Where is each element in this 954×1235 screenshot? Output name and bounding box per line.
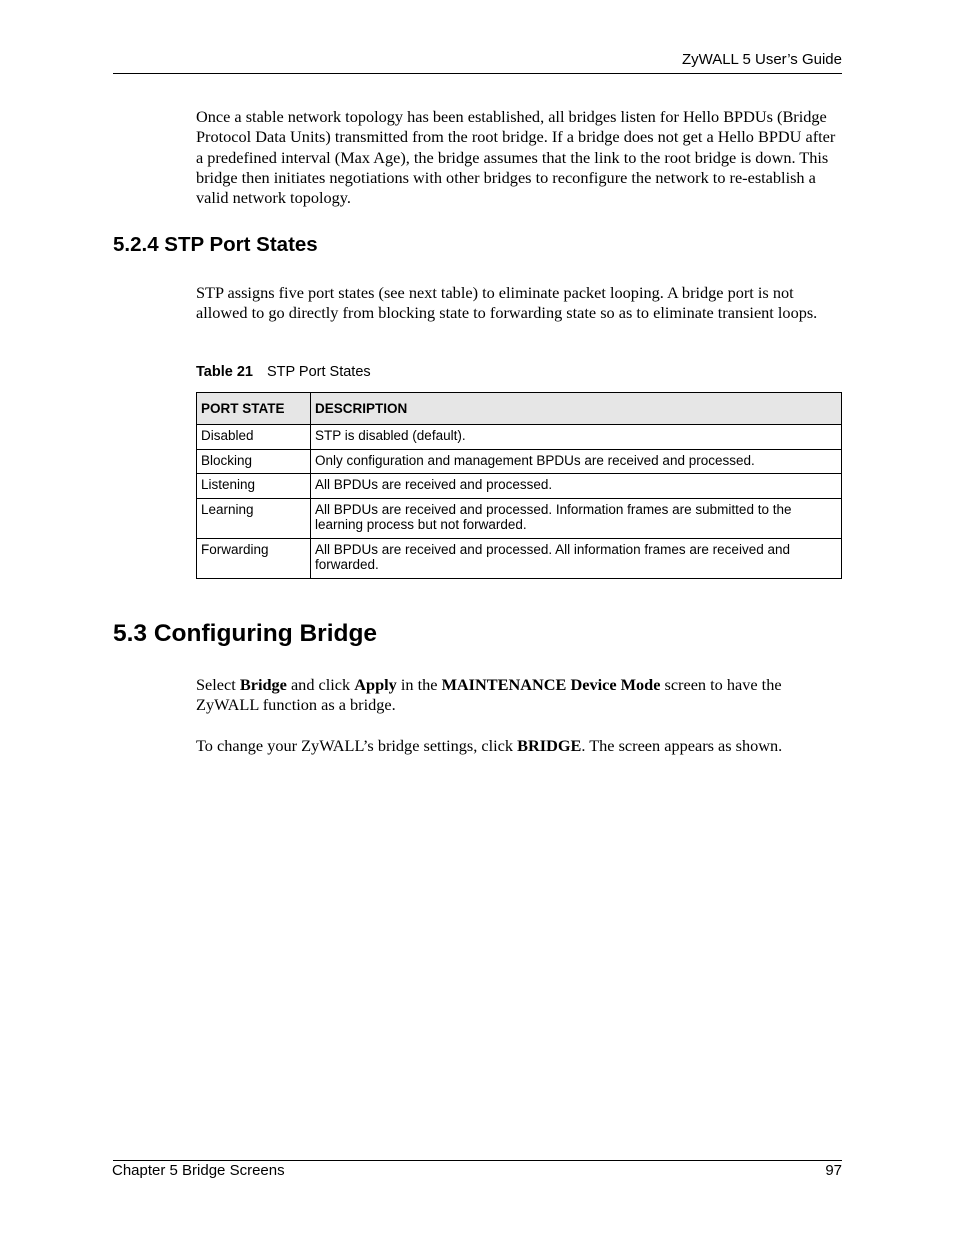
description-cell: Only configuration and management BPDUs are received and processed. — [311, 449, 842, 474]
text-run: . The screen appears as shown. — [581, 736, 783, 755]
table-caption-number: Table 21 — [196, 364, 253, 380]
bold-term-bridge-menu: BRIDGE — [517, 736, 582, 755]
text-run: in the — [396, 675, 442, 694]
table-caption — [196, 364, 371, 380]
stp-port-states-table — [196, 392, 842, 579]
port-state-cell: Disabled — [197, 425, 311, 450]
column-header-description: DESCRIPTION — [311, 393, 842, 425]
page-number: 97 — [825, 1162, 842, 1179]
port-state-cell: Blocking — [197, 449, 311, 474]
running-header: ZyWALL 5 User’s Guide — [681, 51, 842, 68]
description-cell: All BPDUs are received and processed. Information frames are submitted to the learning process but not forwarded. — [311, 498, 842, 538]
bridge-settings-paragraph — [196, 736, 846, 756]
column-header-port-state: PORT STATE — [197, 393, 311, 425]
footer-chapter: Chapter 5 Bridge Screens — [112, 1162, 285, 1179]
table-caption-title: STP Port States — [266, 364, 371, 380]
header-rule — [113, 73, 842, 74]
intro-paragraph: Once a stable network topology has been established, all bridges listen for Hello BPDUs (Bridge Protocol Data Units) transmitted from the root bridge. If a bridge does not get a Hello BPDU after a predefined interval (Max Age), the bridge assumes that the link to the root bridge is down. This bridge then initiates negotiations with other bridges to reconfigure the network to re-establish a valid network topology. — [196, 107, 836, 208]
description-cell: STP is disabled (default). — [311, 425, 842, 450]
table-row — [197, 449, 842, 474]
stp-paragraph: STP assigns five port states (see next table) to eliminate packet looping. A bridge port is not allowed to go directly from blocking state to forwarding state so as to eliminate transient loops. — [196, 283, 818, 323]
bold-term-apply: Apply — [354, 675, 397, 694]
table-header-row — [197, 393, 842, 425]
section-heading-5-2-4: 5.2.4 STP Port States — [113, 233, 318, 256]
table-row — [197, 425, 842, 450]
section-heading-5-3: 5.3 Configuring Bridge — [113, 620, 378, 647]
description-cell: All BPDUs are received and processed. All information frames are received and forwarded. — [311, 538, 842, 578]
text-run: Select — [196, 675, 240, 694]
table-row — [197, 538, 842, 578]
bold-term-bridge: Bridge — [239, 675, 287, 694]
bold-term-maintenance-device-mode: MAINTENANCE Device Mode — [441, 675, 661, 694]
port-state-cell: Learning — [197, 498, 311, 538]
text-run: screen to have the ZyWALL function as a bridge. — [196, 675, 782, 715]
description-cell: All BPDUs are received and processed. — [311, 474, 842, 499]
table-row — [197, 498, 842, 538]
port-state-cell: Listening — [197, 474, 311, 499]
text-run: and click — [286, 675, 355, 694]
footer-rule — [113, 1160, 842, 1161]
configure-bridge-paragraph — [196, 675, 846, 716]
table-row — [197, 474, 842, 499]
port-state-cell: Forwarding — [197, 538, 311, 578]
text-run: To change your ZyWALL’s bridge settings, click — [196, 736, 518, 755]
